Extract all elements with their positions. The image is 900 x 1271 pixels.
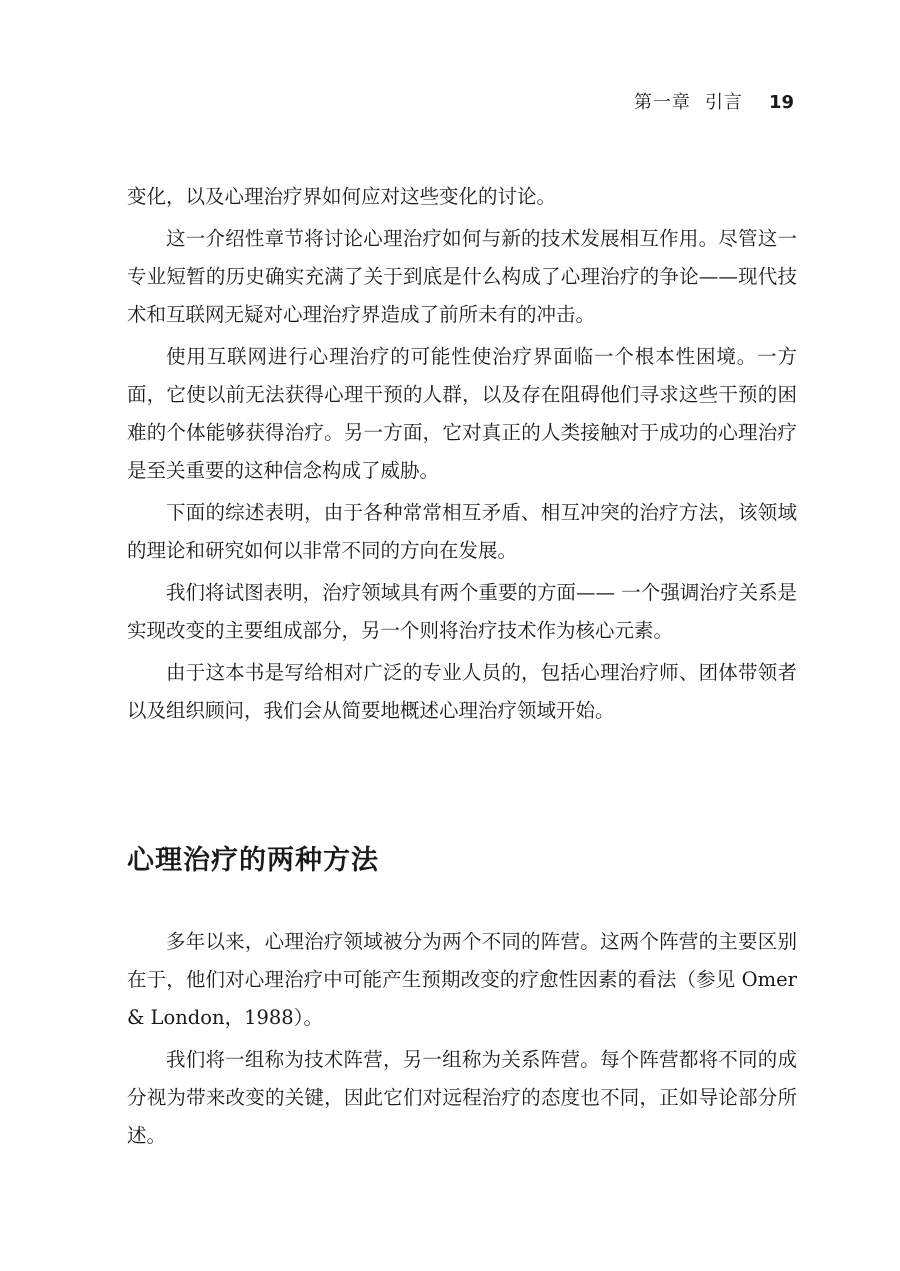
paragraph: 这一介绍性章节将讨论心理治疗如何与新的技术发展相互作用。尽管这一专业短暂的历史确实充满了关于到底是什么构成了心理治疗的争论——现代技术和互联网无疑对心理治疗界造成了前所未有的冲击。 — [127, 227, 797, 326]
paragraph: 下面的综述表明，由于各种常常相互矛盾、相互冲突的治疗方法，该领域的理论和研究如何以非常不同的方向在发展。 — [127, 501, 797, 562]
section-body-text — [127, 923, 797, 1159]
paragraph: 我们将试图表明，治疗领域具有两个重要的方面—— 一个强调治疗关系是实现改变的主要组成部分，另一个则将治疗技术作为核心元素。 — [127, 581, 797, 642]
chapter-label: 第一章 — [633, 92, 691, 113]
paragraph: 多年以来，心理治疗领域被分为两个不同的阵营。这两个阵营的主要区别在于，他们对心理治疗中可能产生预期改变的疗愈性因素的看法（参见 Omer & London，1988）。 — [127, 930, 797, 1029]
section-heading: 心理治疗的两种方法 — [127, 845, 379, 876]
paragraph: 由于这本书是写给相对广泛的专业人员的，包括心理治疗师、团体带领者以及组织顾问，我们会从简要地概述心理治疗领域开始。 — [127, 661, 797, 722]
paragraph: 使用互联网进行心理治疗的可能性使治疗界面临一个根本性困境。一方面，它使以前无法获得心理干预的人群，以及存在阻碍他们寻求这些干预的困难的个体能够获得治疗。另一方面，它对真正的人类接触对于成功的心理治疗是至关重要的这种信念构成了威胁。 — [127, 345, 797, 482]
paragraph: 我们将一组称为技术阵营，另一组称为关系阵营。每个阵营都将不同的成分视为带来改变的关键，因此它们对远程治疗的态度也不同，正如导论部分所述。 — [127, 1048, 797, 1147]
page-number: 19 — [768, 92, 794, 113]
paragraph: 变化，以及心理治疗界如何应对这些变化的讨论。 — [127, 185, 557, 208]
body-text — [127, 178, 797, 734]
running-header — [634, 88, 794, 114]
section-label: 引言 — [704, 92, 743, 113]
